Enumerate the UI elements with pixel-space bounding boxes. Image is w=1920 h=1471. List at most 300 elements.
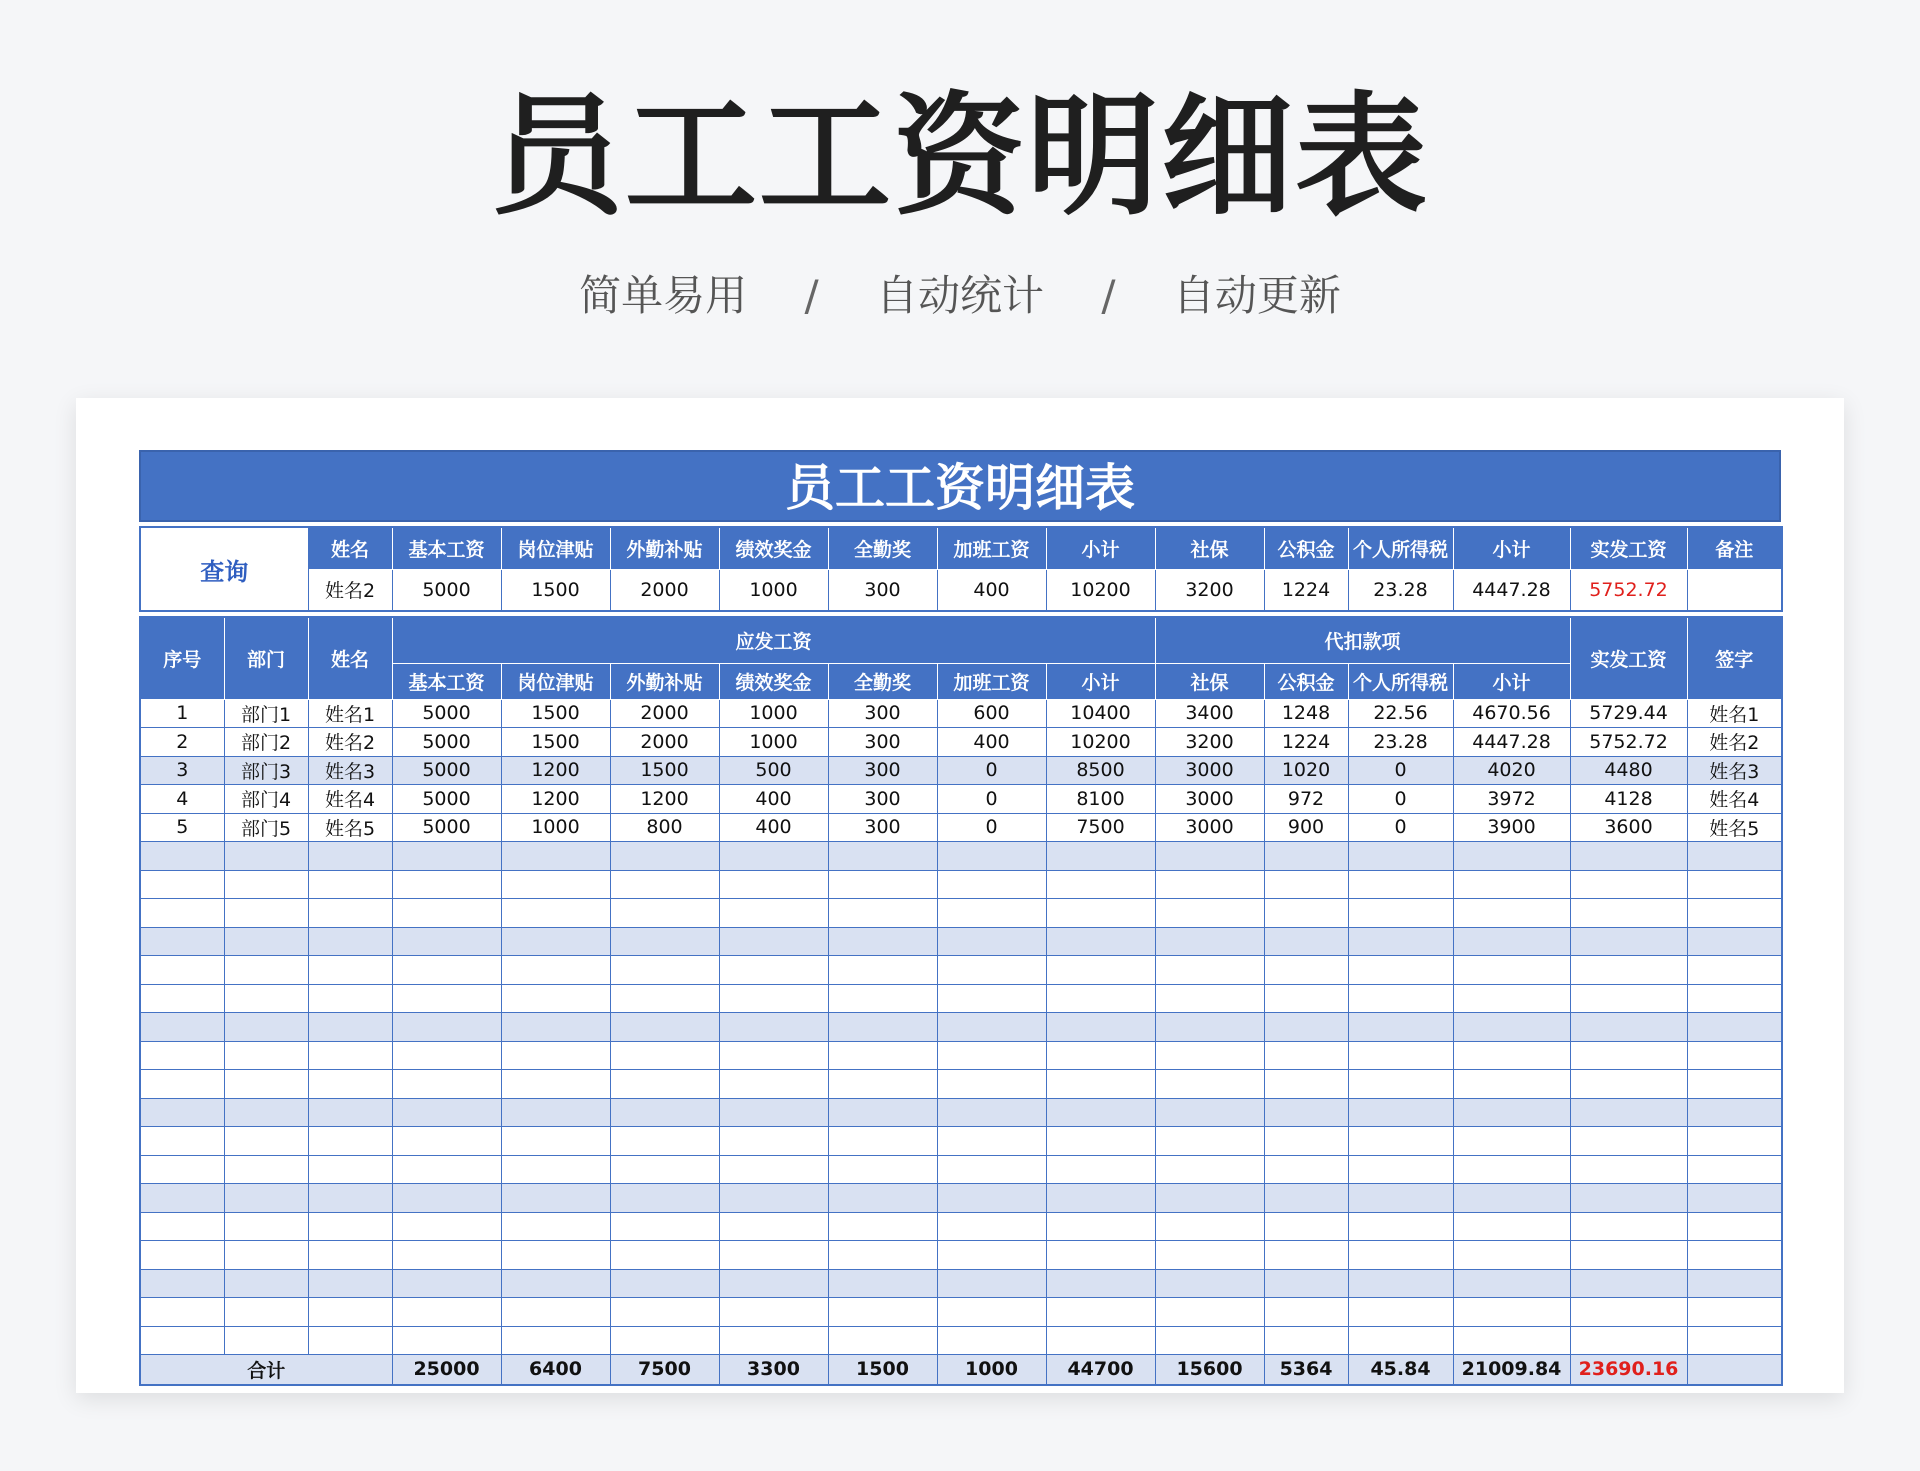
empty-cell[interactable] <box>308 1070 392 1099</box>
empty-cell[interactable] <box>937 1041 1046 1070</box>
empty-cell[interactable] <box>308 1184 392 1213</box>
empty-cell[interactable] <box>1570 1127 1687 1156</box>
cell-signature[interactable]: 姓名4 <box>1687 785 1782 814</box>
cell-field-allowance[interactable]: 1500 <box>610 756 719 785</box>
empty-cell[interactable] <box>140 1041 224 1070</box>
empty-cell[interactable] <box>937 870 1046 899</box>
empty-cell[interactable] <box>719 899 828 928</box>
cell-social-insurance[interactable]: 3200 <box>1155 728 1264 757</box>
empty-cell[interactable] <box>1264 1155 1348 1184</box>
empty-cell[interactable] <box>1264 1070 1348 1099</box>
empty-cell[interactable] <box>1046 1070 1155 1099</box>
empty-cell[interactable] <box>392 1212 501 1241</box>
empty-cell[interactable] <box>224 899 308 928</box>
empty-cell[interactable] <box>308 1269 392 1298</box>
query-label[interactable]: 查询 <box>140 527 308 611</box>
cell-name[interactable]: 姓名4 <box>308 785 392 814</box>
empty-cell[interactable] <box>1155 1269 1264 1298</box>
empty-cell[interactable] <box>828 927 937 956</box>
empty-cell[interactable] <box>140 1241 224 1270</box>
empty-cell[interactable] <box>828 1127 937 1156</box>
empty-cell[interactable] <box>719 927 828 956</box>
empty-cell[interactable] <box>719 1326 828 1355</box>
cell-base-pay[interactable]: 5000 <box>392 699 501 728</box>
cell-post-allowance[interactable]: 1200 <box>501 785 610 814</box>
empty-cell[interactable] <box>1046 956 1155 985</box>
empty-cell[interactable] <box>610 927 719 956</box>
empty-cell[interactable] <box>1264 870 1348 899</box>
cell-net-pay[interactable]: 4128 <box>1570 785 1687 814</box>
empty-cell[interactable] <box>1155 927 1264 956</box>
empty-cell[interactable] <box>719 1041 828 1070</box>
empty-cell[interactable] <box>501 1241 610 1270</box>
empty-cell[interactable] <box>1453 1127 1570 1156</box>
empty-cell[interactable] <box>1570 842 1687 871</box>
empty-cell[interactable] <box>1348 1326 1453 1355</box>
cell-index[interactable]: 3 <box>140 756 224 785</box>
query-name-input[interactable]: 姓名2 <box>308 569 392 611</box>
empty-cell[interactable] <box>392 870 501 899</box>
empty-cell[interactable] <box>937 1326 1046 1355</box>
empty-cell[interactable] <box>140 1298 224 1327</box>
cell-housing-fund[interactable]: 900 <box>1264 813 1348 842</box>
empty-cell[interactable] <box>719 1241 828 1270</box>
empty-cell[interactable] <box>1155 1326 1264 1355</box>
empty-cell[interactable] <box>1687 927 1782 956</box>
empty-cell[interactable] <box>719 1155 828 1184</box>
empty-cell[interactable] <box>1046 1298 1155 1327</box>
cell-base-pay[interactable]: 5000 <box>392 728 501 757</box>
empty-cell[interactable] <box>610 1098 719 1127</box>
empty-cell[interactable] <box>610 870 719 899</box>
empty-cell[interactable] <box>1155 1070 1264 1099</box>
empty-cell[interactable] <box>610 1212 719 1241</box>
empty-cell[interactable] <box>1453 1269 1570 1298</box>
cell-dept[interactable]: 部门3 <box>224 756 308 785</box>
empty-cell[interactable] <box>1453 1155 1570 1184</box>
empty-cell[interactable] <box>501 1041 610 1070</box>
empty-cell[interactable] <box>937 1098 1046 1127</box>
cell-index[interactable]: 2 <box>140 728 224 757</box>
empty-cell[interactable] <box>1453 956 1570 985</box>
empty-cell[interactable] <box>1348 1184 1453 1213</box>
cell-pay-subtotal[interactable]: 7500 <box>1046 813 1155 842</box>
cell-housing-fund[interactable]: 1248 <box>1264 699 1348 728</box>
cell-signature[interactable]: 姓名3 <box>1687 756 1782 785</box>
empty-cell[interactable] <box>1348 1269 1453 1298</box>
cell-bonus[interactable]: 1000 <box>719 699 828 728</box>
empty-cell[interactable] <box>140 1184 224 1213</box>
empty-cell[interactable] <box>1155 1127 1264 1156</box>
empty-cell[interactable] <box>1687 1127 1782 1156</box>
empty-cell[interactable] <box>1264 984 1348 1013</box>
empty-cell[interactable] <box>937 1155 1046 1184</box>
empty-cell[interactable] <box>828 899 937 928</box>
empty-cell[interactable] <box>1570 1298 1687 1327</box>
empty-cell[interactable] <box>828 956 937 985</box>
empty-cell[interactable] <box>719 842 828 871</box>
empty-cell[interactable] <box>392 956 501 985</box>
empty-cell[interactable] <box>224 1127 308 1156</box>
empty-cell[interactable] <box>224 1070 308 1099</box>
empty-cell[interactable] <box>1570 1184 1687 1213</box>
empty-cell[interactable] <box>1155 1184 1264 1213</box>
empty-cell[interactable] <box>719 870 828 899</box>
empty-cell[interactable] <box>1687 1155 1782 1184</box>
empty-cell[interactable] <box>828 1212 937 1241</box>
empty-cell[interactable] <box>1570 1070 1687 1099</box>
empty-cell[interactable] <box>1453 1326 1570 1355</box>
empty-cell[interactable] <box>1687 1212 1782 1241</box>
empty-cell[interactable] <box>501 1013 610 1042</box>
empty-cell[interactable] <box>719 1212 828 1241</box>
empty-cell[interactable] <box>224 1013 308 1042</box>
empty-cell[interactable] <box>828 1013 937 1042</box>
empty-cell[interactable] <box>392 1298 501 1327</box>
empty-cell[interactable] <box>224 1041 308 1070</box>
empty-cell[interactable] <box>610 956 719 985</box>
cell-housing-fund[interactable]: 972 <box>1264 785 1348 814</box>
empty-cell[interactable] <box>140 1098 224 1127</box>
cell-deduct-subtotal[interactable]: 3900 <box>1453 813 1570 842</box>
empty-cell[interactable] <box>392 1269 501 1298</box>
empty-cell[interactable] <box>1264 956 1348 985</box>
empty-cell[interactable] <box>937 1298 1046 1327</box>
cell-overtime-pay[interactable]: 600 <box>937 699 1046 728</box>
empty-cell[interactable] <box>1687 1098 1782 1127</box>
empty-cell[interactable] <box>1348 1241 1453 1270</box>
empty-cell[interactable] <box>308 1241 392 1270</box>
cell-name[interactable]: 姓名2 <box>308 728 392 757</box>
cell-index[interactable]: 5 <box>140 813 224 842</box>
empty-cell[interactable] <box>1155 842 1264 871</box>
empty-cell[interactable] <box>501 842 610 871</box>
empty-cell[interactable] <box>1570 1155 1687 1184</box>
empty-cell[interactable] <box>719 1098 828 1127</box>
cell-income-tax[interactable]: 0 <box>1348 813 1453 842</box>
cell-base-pay[interactable]: 5000 <box>392 785 501 814</box>
empty-cell[interactable] <box>1687 1298 1782 1327</box>
empty-cell[interactable] <box>140 1212 224 1241</box>
empty-cell[interactable] <box>1046 1326 1155 1355</box>
cell-income-tax[interactable]: 0 <box>1348 785 1453 814</box>
empty-cell[interactable] <box>610 1070 719 1099</box>
empty-cell[interactable] <box>224 984 308 1013</box>
empty-cell[interactable] <box>1570 984 1687 1013</box>
empty-cell[interactable] <box>501 1127 610 1156</box>
empty-cell[interactable] <box>308 1098 392 1127</box>
empty-cell[interactable] <box>937 1212 1046 1241</box>
empty-cell[interactable] <box>1348 1155 1453 1184</box>
empty-cell[interactable] <box>1046 1269 1155 1298</box>
empty-cell[interactable] <box>937 842 1046 871</box>
cell-field-allowance[interactable]: 2000 <box>610 728 719 757</box>
empty-cell[interactable] <box>392 842 501 871</box>
cell-attendance-bonus[interactable]: 300 <box>828 728 937 757</box>
empty-cell[interactable] <box>1348 1212 1453 1241</box>
empty-cell[interactable] <box>1046 842 1155 871</box>
empty-cell[interactable] <box>610 899 719 928</box>
cell-overtime-pay[interactable]: 0 <box>937 785 1046 814</box>
empty-cell[interactable] <box>1453 899 1570 928</box>
cell-name[interactable]: 姓名3 <box>308 756 392 785</box>
empty-cell[interactable] <box>1348 984 1453 1013</box>
empty-cell[interactable] <box>719 1298 828 1327</box>
empty-cell[interactable] <box>937 956 1046 985</box>
empty-cell[interactable] <box>610 1269 719 1298</box>
empty-cell[interactable] <box>224 1326 308 1355</box>
cell-base-pay[interactable]: 5000 <box>392 756 501 785</box>
empty-cell[interactable] <box>308 1013 392 1042</box>
empty-cell[interactable] <box>1046 899 1155 928</box>
empty-cell[interactable] <box>308 1298 392 1327</box>
empty-cell[interactable] <box>828 1041 937 1070</box>
empty-cell[interactable] <box>1046 1127 1155 1156</box>
cell-deduct-subtotal[interactable]: 4020 <box>1453 756 1570 785</box>
cell-dept[interactable]: 部门5 <box>224 813 308 842</box>
cell-post-allowance[interactable]: 1500 <box>501 728 610 757</box>
empty-cell[interactable] <box>1687 1184 1782 1213</box>
empty-cell[interactable] <box>1264 899 1348 928</box>
empty-cell[interactable] <box>308 927 392 956</box>
empty-cell[interactable] <box>140 984 224 1013</box>
cell-pay-subtotal[interactable]: 8500 <box>1046 756 1155 785</box>
empty-cell[interactable] <box>308 899 392 928</box>
empty-cell[interactable] <box>501 956 610 985</box>
empty-cell[interactable] <box>719 1184 828 1213</box>
empty-cell[interactable] <box>937 1013 1046 1042</box>
empty-cell[interactable] <box>392 984 501 1013</box>
empty-cell[interactable] <box>1570 1212 1687 1241</box>
empty-cell[interactable] <box>501 1184 610 1213</box>
empty-cell[interactable] <box>1348 1127 1453 1156</box>
cell-base-pay[interactable]: 5000 <box>392 813 501 842</box>
empty-cell[interactable] <box>308 984 392 1013</box>
empty-cell[interactable] <box>610 1155 719 1184</box>
empty-cell[interactable] <box>1155 870 1264 899</box>
empty-cell[interactable] <box>1453 927 1570 956</box>
empty-cell[interactable] <box>937 984 1046 1013</box>
empty-cell[interactable] <box>1348 899 1453 928</box>
empty-cell[interactable] <box>1046 1155 1155 1184</box>
cell-income-tax[interactable]: 0 <box>1348 756 1453 785</box>
empty-cell[interactable] <box>1264 927 1348 956</box>
empty-cell[interactable] <box>501 984 610 1013</box>
empty-cell[interactable] <box>1453 1184 1570 1213</box>
empty-cell[interactable] <box>1155 1013 1264 1042</box>
empty-cell[interactable] <box>1046 1241 1155 1270</box>
empty-cell[interactable] <box>1155 899 1264 928</box>
cell-pay-subtotal[interactable]: 10400 <box>1046 699 1155 728</box>
cell-pay-subtotal[interactable]: 8100 <box>1046 785 1155 814</box>
empty-cell[interactable] <box>1453 1070 1570 1099</box>
empty-cell[interactable] <box>719 956 828 985</box>
cell-post-allowance[interactable]: 1500 <box>501 699 610 728</box>
empty-cell[interactable] <box>610 1013 719 1042</box>
cell-social-insurance[interactable]: 3000 <box>1155 756 1264 785</box>
empty-cell[interactable] <box>1155 1155 1264 1184</box>
cell-dept[interactable]: 部门1 <box>224 699 308 728</box>
empty-cell[interactable] <box>1348 1098 1453 1127</box>
empty-cell[interactable] <box>610 1241 719 1270</box>
empty-cell[interactable] <box>828 1098 937 1127</box>
empty-cell[interactable] <box>1155 1098 1264 1127</box>
empty-cell[interactable] <box>610 984 719 1013</box>
empty-cell[interactable] <box>610 842 719 871</box>
empty-cell[interactable] <box>224 1184 308 1213</box>
empty-cell[interactable] <box>392 1098 501 1127</box>
cell-dept[interactable]: 部门4 <box>224 785 308 814</box>
empty-cell[interactable] <box>1348 1013 1453 1042</box>
cell-deduct-subtotal[interactable]: 3972 <box>1453 785 1570 814</box>
empty-cell[interactable] <box>1453 984 1570 1013</box>
cell-overtime-pay[interactable]: 0 <box>937 756 1046 785</box>
empty-cell[interactable] <box>610 1184 719 1213</box>
cell-dept[interactable]: 部门2 <box>224 728 308 757</box>
cell-social-insurance[interactable]: 3000 <box>1155 785 1264 814</box>
empty-cell[interactable] <box>1155 1298 1264 1327</box>
cell-signature[interactable]: 姓名1 <box>1687 699 1782 728</box>
empty-cell[interactable] <box>1687 1070 1782 1099</box>
empty-cell[interactable] <box>140 1070 224 1099</box>
empty-cell[interactable] <box>224 842 308 871</box>
empty-cell[interactable] <box>1453 1212 1570 1241</box>
cell-income-tax[interactable]: 22.56 <box>1348 699 1453 728</box>
empty-cell[interactable] <box>828 870 937 899</box>
empty-cell[interactable] <box>1264 1212 1348 1241</box>
empty-cell[interactable] <box>1570 1326 1687 1355</box>
cell-housing-fund[interactable]: 1020 <box>1264 756 1348 785</box>
empty-cell[interactable] <box>1453 842 1570 871</box>
cell-bonus[interactable]: 400 <box>719 785 828 814</box>
cell-bonus[interactable]: 500 <box>719 756 828 785</box>
empty-cell[interactable] <box>308 956 392 985</box>
empty-cell[interactable] <box>1348 956 1453 985</box>
empty-cell[interactable] <box>1687 899 1782 928</box>
cell-field-allowance[interactable]: 2000 <box>610 699 719 728</box>
empty-cell[interactable] <box>1570 1269 1687 1298</box>
empty-cell[interactable] <box>937 1269 1046 1298</box>
cell-attendance-bonus[interactable]: 300 <box>828 785 937 814</box>
cell-net-pay[interactable]: 4480 <box>1570 756 1687 785</box>
empty-cell[interactable] <box>224 1241 308 1270</box>
empty-cell[interactable] <box>719 1070 828 1099</box>
empty-cell[interactable] <box>1570 1241 1687 1270</box>
empty-cell[interactable] <box>828 1241 937 1270</box>
empty-cell[interactable] <box>308 842 392 871</box>
empty-cell[interactable] <box>1348 842 1453 871</box>
empty-cell[interactable] <box>1687 984 1782 1013</box>
empty-cell[interactable] <box>140 870 224 899</box>
empty-cell[interactable] <box>828 1155 937 1184</box>
empty-cell[interactable] <box>1046 1041 1155 1070</box>
empty-cell[interactable] <box>610 1326 719 1355</box>
empty-cell[interactable] <box>308 1212 392 1241</box>
empty-cell[interactable] <box>828 1070 937 1099</box>
empty-cell[interactable] <box>719 1013 828 1042</box>
empty-cell[interactable] <box>1570 1041 1687 1070</box>
empty-cell[interactable] <box>1264 1241 1348 1270</box>
empty-cell[interactable] <box>392 1155 501 1184</box>
cell-post-allowance[interactable]: 1000 <box>501 813 610 842</box>
empty-cell[interactable] <box>140 1127 224 1156</box>
empty-cell[interactable] <box>392 1070 501 1099</box>
empty-cell[interactable] <box>719 1269 828 1298</box>
cell-net-pay[interactable]: 5729.44 <box>1570 699 1687 728</box>
empty-cell[interactable] <box>392 1013 501 1042</box>
empty-cell[interactable] <box>1264 1298 1348 1327</box>
empty-cell[interactable] <box>828 842 937 871</box>
empty-cell[interactable] <box>1046 1184 1155 1213</box>
empty-cell[interactable] <box>392 899 501 928</box>
empty-cell[interactable] <box>1570 956 1687 985</box>
empty-cell[interactable] <box>224 1269 308 1298</box>
cell-field-allowance[interactable]: 800 <box>610 813 719 842</box>
empty-cell[interactable] <box>1570 1098 1687 1127</box>
empty-cell[interactable] <box>224 1212 308 1241</box>
empty-cell[interactable] <box>501 870 610 899</box>
empty-cell[interactable] <box>140 1326 224 1355</box>
cell-social-insurance[interactable]: 3000 <box>1155 813 1264 842</box>
query-remark[interactable] <box>1687 569 1782 611</box>
cell-overtime-pay[interactable]: 0 <box>937 813 1046 842</box>
empty-cell[interactable] <box>392 1241 501 1270</box>
cell-signature[interactable]: 姓名2 <box>1687 728 1782 757</box>
empty-cell[interactable] <box>1687 1013 1782 1042</box>
empty-cell[interactable] <box>392 1326 501 1355</box>
empty-cell[interactable] <box>501 1155 610 1184</box>
empty-cell[interactable] <box>1046 984 1155 1013</box>
empty-cell[interactable] <box>501 1070 610 1099</box>
empty-cell[interactable] <box>828 1326 937 1355</box>
empty-cell[interactable] <box>308 870 392 899</box>
empty-cell[interactable] <box>1453 1241 1570 1270</box>
empty-cell[interactable] <box>1264 1041 1348 1070</box>
cell-housing-fund[interactable]: 1224 <box>1264 728 1348 757</box>
cell-bonus[interactable]: 1000 <box>719 728 828 757</box>
empty-cell[interactable] <box>828 984 937 1013</box>
cell-signature[interactable]: 姓名5 <box>1687 813 1782 842</box>
empty-cell[interactable] <box>937 1241 1046 1270</box>
empty-cell[interactable] <box>828 1184 937 1213</box>
empty-cell[interactable] <box>828 1298 937 1327</box>
empty-cell[interactable] <box>501 1326 610 1355</box>
empty-cell[interactable] <box>1348 870 1453 899</box>
empty-cell[interactable] <box>1570 870 1687 899</box>
empty-cell[interactable] <box>1453 1013 1570 1042</box>
empty-cell[interactable] <box>1687 842 1782 871</box>
empty-cell[interactable] <box>140 956 224 985</box>
empty-cell[interactable] <box>937 899 1046 928</box>
empty-cell[interactable] <box>140 1155 224 1184</box>
empty-cell[interactable] <box>1264 1098 1348 1127</box>
empty-cell[interactable] <box>501 1298 610 1327</box>
empty-cell[interactable] <box>1453 870 1570 899</box>
empty-cell[interactable] <box>140 1013 224 1042</box>
empty-cell[interactable] <box>140 1269 224 1298</box>
cell-index[interactable]: 1 <box>140 699 224 728</box>
cell-deduct-subtotal[interactable]: 4670.56 <box>1453 699 1570 728</box>
empty-cell[interactable] <box>1687 1241 1782 1270</box>
empty-cell[interactable] <box>1155 1241 1264 1270</box>
empty-cell[interactable] <box>1155 1041 1264 1070</box>
empty-cell[interactable] <box>1155 956 1264 985</box>
empty-cell[interactable] <box>308 1155 392 1184</box>
empty-cell[interactable] <box>1687 870 1782 899</box>
empty-cell[interactable] <box>937 1127 1046 1156</box>
cell-name[interactable]: 姓名1 <box>308 699 392 728</box>
cell-net-pay[interactable]: 3600 <box>1570 813 1687 842</box>
